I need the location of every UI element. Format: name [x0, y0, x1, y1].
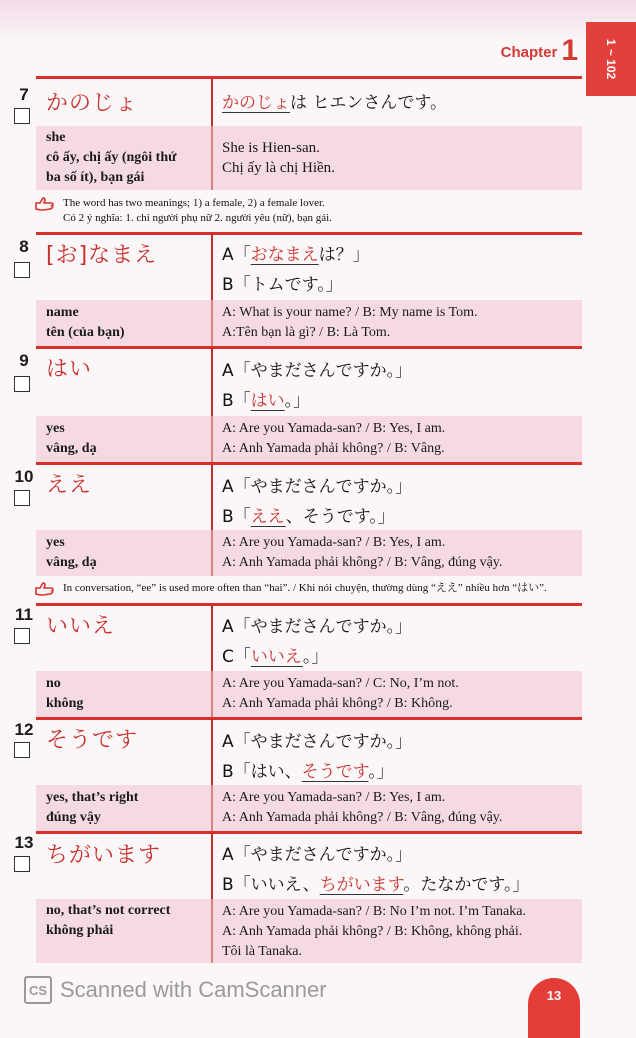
checkbox[interactable] [14, 742, 30, 758]
entry-divider [36, 717, 582, 720]
checkbox[interactable] [14, 376, 30, 392]
page-number: 13 [528, 978, 580, 1038]
vocab-word: ちがいます [46, 843, 162, 868]
entry-divider [36, 232, 582, 235]
camscanner-text: Scanned with CamScanner [60, 977, 327, 1002]
gloss: no, that’s not correct không phải [46, 903, 171, 938]
vocab-word: はい [46, 357, 93, 382]
example-sentence: A「やまださんですか。」 [222, 361, 413, 381]
example-highlight: かのじょ [222, 93, 290, 113]
translation: A: Are you Yamada-san? / C: No, I’m not. A: Anh Yamada phải không? / B: Không. [222, 676, 459, 711]
vocab-word: かのじょ [46, 91, 139, 116]
entry-number: 7 [19, 85, 29, 104]
gloss: yes vâng, dạ [46, 421, 97, 456]
example-sentence: A「やまださんですか。」 [222, 617, 413, 637]
entry-number: 12 [14, 720, 34, 739]
vocab-word: ええ [46, 473, 93, 498]
vocab-word: そうです [46, 728, 139, 753]
translation: A: Are you Yamada-san? / B: Yes, I am. A: Anh Yamada phải không? / B: Vâng, đúng vậy. [222, 535, 503, 570]
entry-divider [36, 603, 582, 606]
gloss: name tên (của bạn) [46, 305, 125, 340]
entry-divider [36, 76, 582, 79]
example-sentence: B「はい。」 [222, 391, 311, 411]
checkbox[interactable] [14, 856, 30, 872]
side-tab-range: 1 ~ 102 [604, 38, 618, 80]
chapter-heading [501, 34, 578, 68]
example-sentence: A「やまださんですか。」 [222, 845, 413, 865]
chapter-label: Chapter [500, 44, 558, 61]
vocab-word: いいえ [46, 614, 116, 639]
vocab-word: [お]なまえ [46, 243, 158, 268]
example-sentence: A「やまださんですか。」 [222, 732, 413, 752]
entry-number: 9 [19, 351, 29, 370]
gloss: no không [46, 676, 84, 711]
pointing-hand-icon [34, 581, 54, 597]
example-sentence: C「いいえ。」 [222, 647, 329, 667]
entry-divider [36, 462, 582, 465]
entry-divider [36, 831, 582, 834]
example-sentence: A「やまださんですか。」 [222, 477, 413, 497]
gloss: yes vâng, dạ [46, 535, 97, 570]
example-sentence: B「はい、そうです。」 [222, 762, 394, 782]
chapter-side-tab [586, 22, 636, 96]
entry-number: 8 [19, 237, 29, 256]
example-sentence: かのじょは ヒエンさんです。 [222, 93, 448, 113]
translation: A: Are you Yamada-san? / B: Yes, I am. A: Anh Yamada phải không? / B: Vâng, đúng vậy. [222, 790, 503, 825]
gloss: yes, that’s right đúng vậy [46, 790, 139, 825]
chapter-number: 1 [561, 34, 578, 67]
example-sentence: A「おなまえは？」 [222, 245, 370, 265]
gloss: she cô ấy, chị ấy (ngôi thứ ba số ít), bạn gái [46, 130, 177, 185]
translation: A: Are you Yamada-san? / B: No I’m not. I’m Tanaka. A: Anh Yamada phải không? / B: Không, không phải. Tôi là Tanaka. [222, 904, 526, 959]
translation: She is Hien-san. Chị ấy là chị Hiền. [222, 140, 335, 176]
example-sentence: B「トムです。」 [222, 275, 343, 295]
checkbox[interactable] [14, 628, 30, 644]
entry-number: 13 [14, 833, 34, 852]
pointing-hand-icon [34, 196, 54, 212]
camscanner-watermark [24, 976, 327, 1004]
entry-number: 11 [15, 605, 33, 624]
entry-number: 10 [14, 467, 34, 486]
example-sentence: B「いいえ、ちがいます。たなかです。」 [222, 875, 530, 895]
checkbox[interactable] [14, 262, 30, 278]
example-sentence: B「ええ、そうです。」 [222, 507, 395, 527]
checkbox[interactable] [14, 108, 30, 124]
translation: A: What is your name? / B: My name is Tom. A:Tên bạn là gì? / B: Là Tom. [222, 305, 478, 340]
checkbox[interactable] [14, 490, 30, 506]
entry-divider [36, 346, 582, 349]
translation: A: Are you Yamada-san? / B: Yes, I am. A: Anh Yamada phải không? / B: Vâng. [222, 421, 446, 456]
camscanner-logo-icon: CS [24, 976, 52, 1004]
